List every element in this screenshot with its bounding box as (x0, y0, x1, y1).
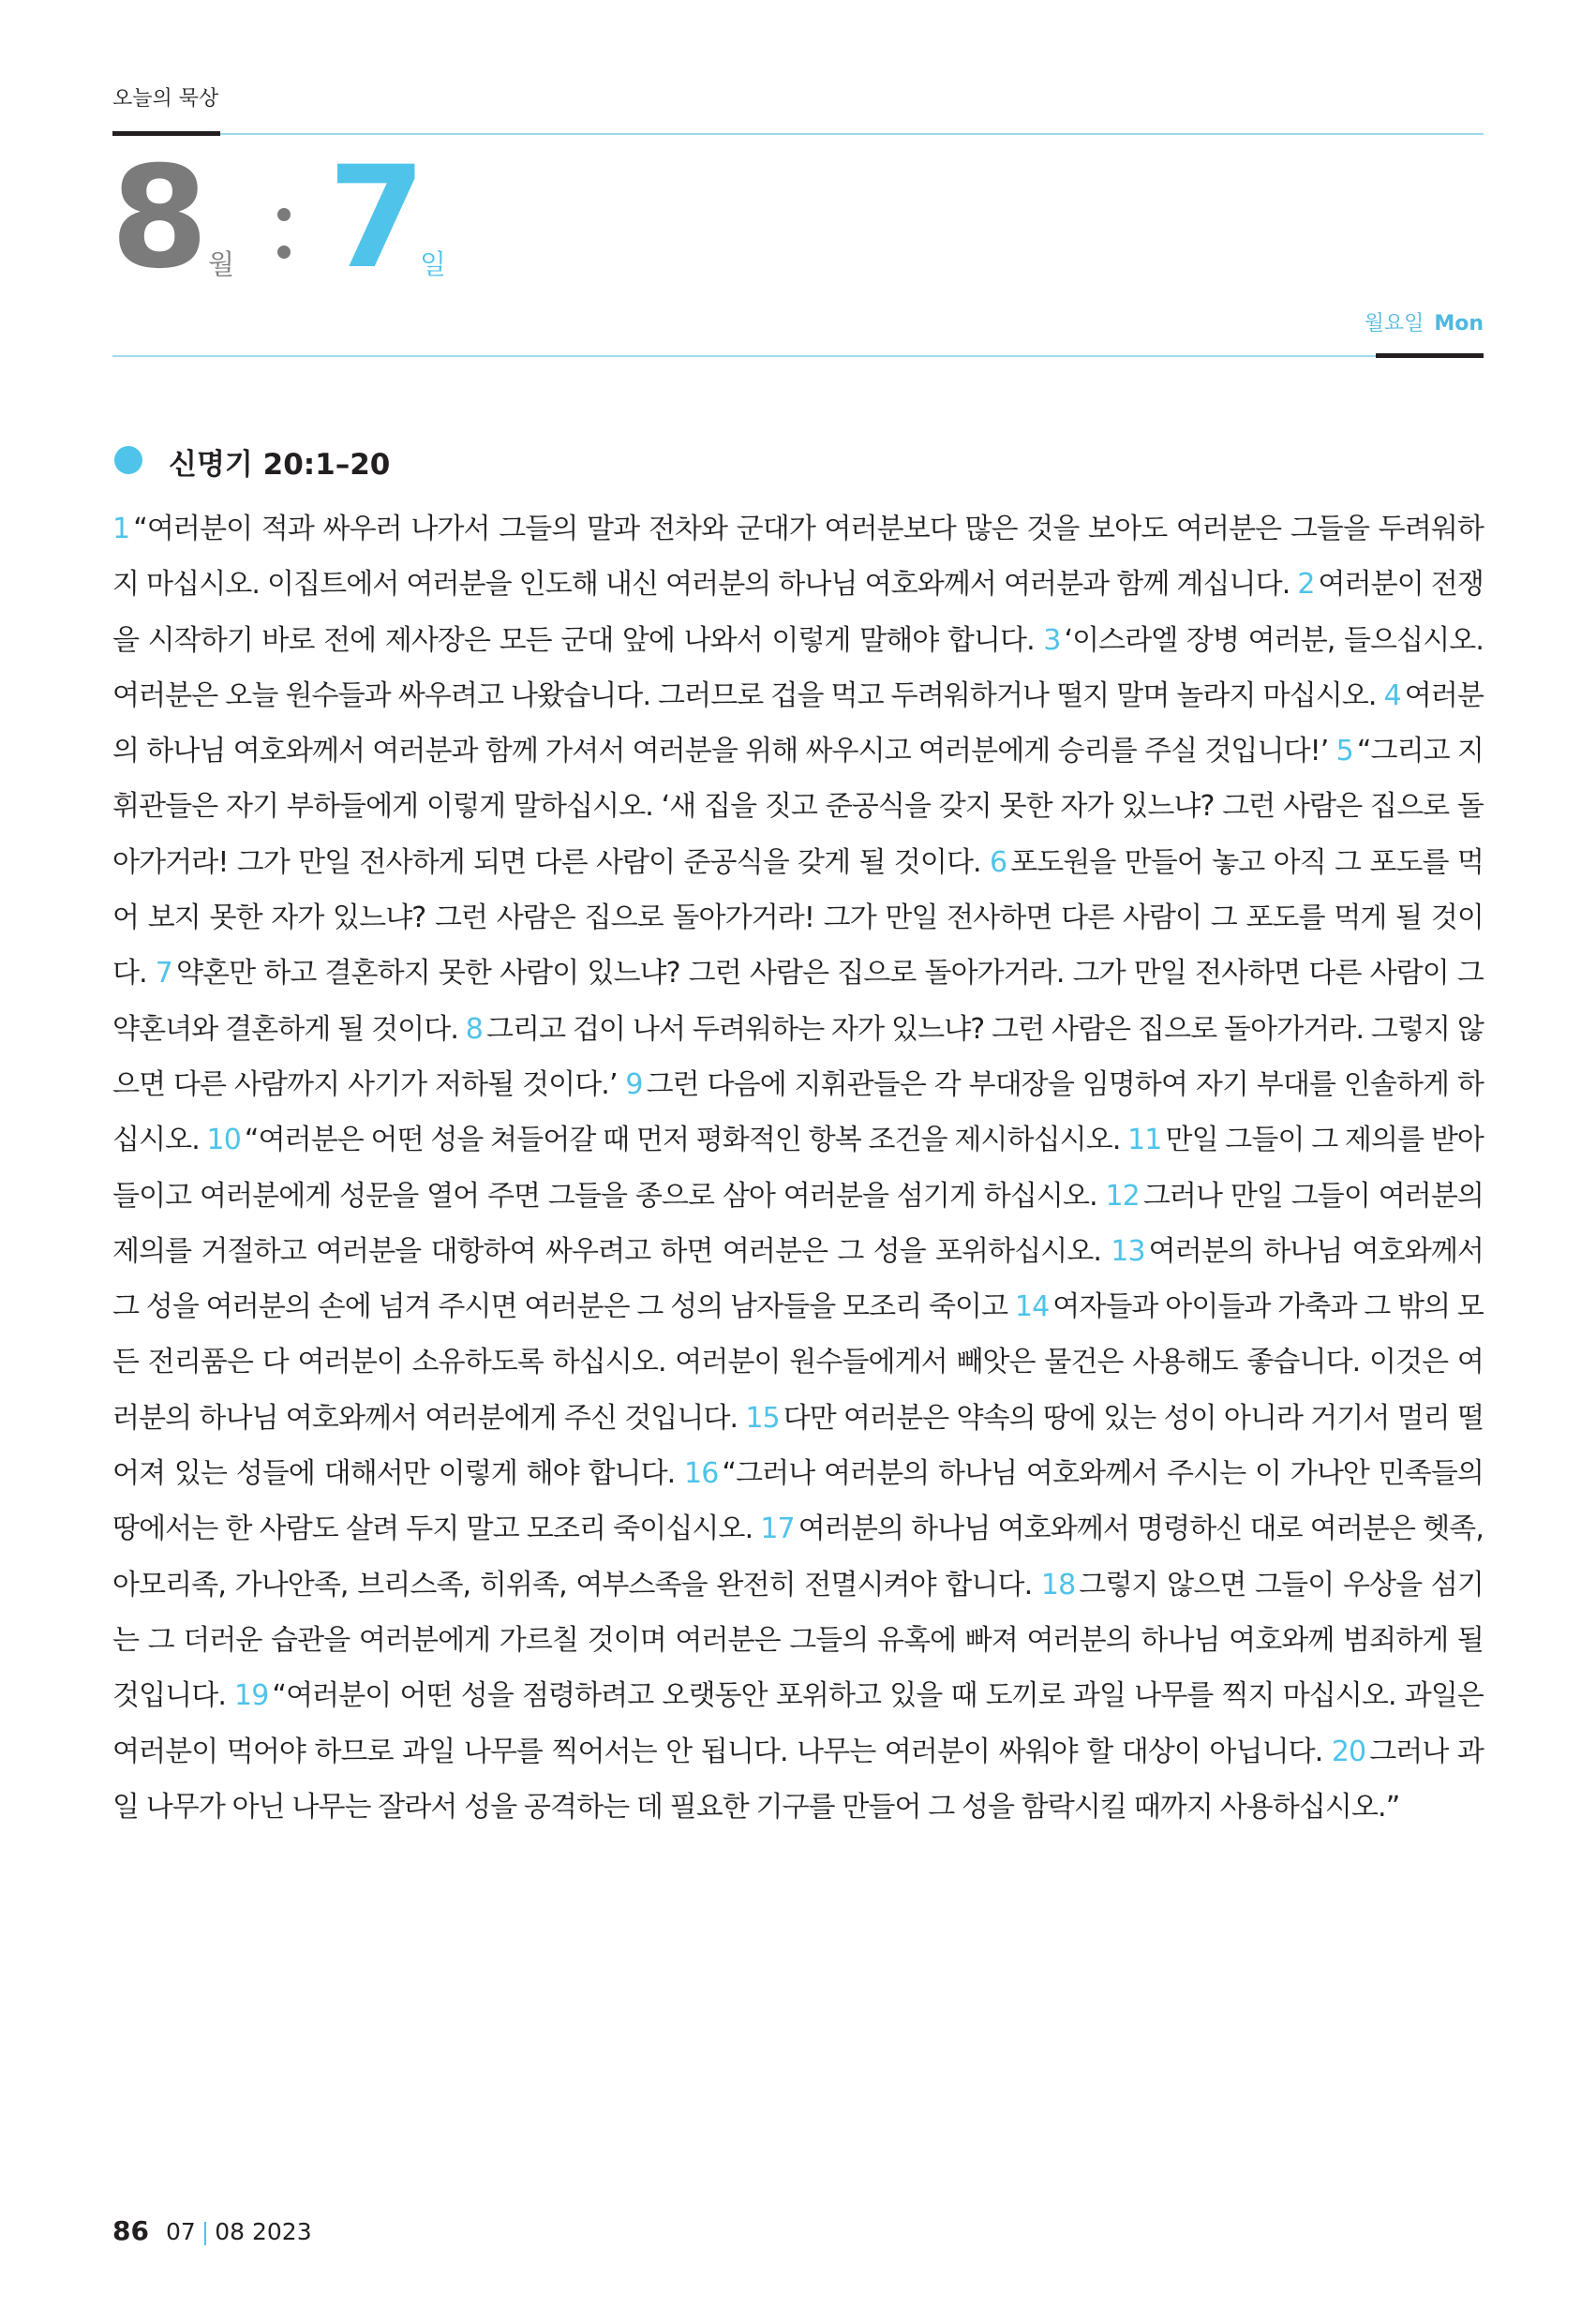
header-divider (112, 355, 1484, 357)
verse-text: 여러분이 전쟁을 시작하기 바로 전에 제사장은 모든 군대 앞에 나와서 이렇게 말해야 합니다. (112, 568, 1484, 657)
verse-text: 만일 그들이 그 제의를 받아들이고 여러분에게 성문을 열어 주면 그들을 종으로 삼아 여러분을 섬기게 하십시오. (112, 1124, 1484, 1213)
top-divider-accent (112, 131, 220, 136)
verse-number: 11 (1127, 1124, 1162, 1157)
verse-text: 그리고 겁이 나서 두려워하는 자가 있느냐? 그런 사람은 집으로 돌아가거라. 그렇지 않으면 다른 사람까지 사기가 저하될 것이다.’ (112, 1012, 1484, 1101)
weekday-english: Mon (1434, 312, 1484, 335)
verse-number: 12 (1105, 1179, 1140, 1213)
verse-number: 7 (155, 957, 172, 991)
verse-text: 약혼만 하고 결혼하지 못한 사람이 있느냐? 그런 사람은 집으로 돌아가거라. 그가 만일 전사하면 다른 사람이 그 약혼녀와 결혼하게 될 것이다. (112, 957, 1484, 1046)
verse-number: 1 (112, 513, 130, 545)
verse-number: 10 (206, 1124, 241, 1157)
verse-number: 16 (684, 1457, 719, 1491)
date-colon-dot-top (277, 208, 291, 221)
verse-number: 14 (1014, 1290, 1050, 1324)
verse-number: 3 (1043, 623, 1061, 657)
verse-text: 여러분의 하나님 여호와께서 여러분과 함께 가셔서 여러분을 위해 싸우시고 여러분에게 승리를 주실 것입니다!’ (112, 678, 1484, 768)
verse-text: 포도원을 만들어 놓고 아직 그 포도를 먹어 보지 못한 자가 있느냐? 그런 사람은 집으로 돌아가거라! 그가 만일 전사하면 다른 사람이 그 포도를 먹게 될 것이다. (112, 845, 1484, 991)
verse-text: 여러분의 하나님 여호와께서 그 성을 여러분의 손에 넘겨 주시면 여러분은 그 성의 남자들을 모조리 죽이고 (112, 1234, 1484, 1324)
header-divider-accent (1376, 353, 1484, 358)
issue-date: 08 2023 (215, 2218, 312, 2245)
verse-number: 4 (1383, 678, 1401, 712)
verse-text: “그러나 여러분의 하나님 여호와께서 주시는 이 가나안 민족들의 땅에서는 한 사람도 살려 두지 말고 모조리 죽이십시오. (112, 1457, 1484, 1546)
verse-text: 그러나 만일 그들이 여러분의 제의를 거절하고 여러분을 대항하여 싸우려고 하면 여러분은 그 성을 포위하십시오. (112, 1179, 1484, 1268)
verse-text: 그러나 과일 나무가 아닌 나무는 잘라서 성을 공격하는 데 필요한 기구를 만들어 그 성을 함락시킬 때까지 사용하십시오.” (112, 1735, 1484, 1824)
verse-text: 여자들과 아이들과 가축과 그 밖의 모든 전리품은 다 여러분이 소유하도록 하십시오. 여러분이 원수들에게서 빼앗은 물건은 사용해도 좋습니다. 이것은 여러분의 하나님 여호와께서 여러분에게 주신 것입니다. (112, 1290, 1484, 1435)
verse-text: 여러분의 하나님 여호와께서 명령하신 대로 여러분은 헷족, 아모리족, 가나안족, 브리스족, 히위족, 여부스족을 완전히 전멸시켜야 합니다. (112, 1512, 1484, 1601)
month-number: 8 (111, 137, 205, 300)
verse-number: 15 (745, 1401, 780, 1435)
verse-number: 9 (625, 1067, 643, 1101)
verse-number: 5 (1335, 735, 1353, 768)
verse-text: ‘이스라엘 장병 여러분, 들으십시오. 여러분은 오늘 원수들과 싸우려고 나왔습니다. 그러므로 겁을 먹고 두려워하거나 떨지 말며 놀라지 마십시오. (112, 623, 1484, 712)
weekday-korean: 월요일 (1364, 312, 1424, 335)
verse-number: 18 (1040, 1568, 1076, 1601)
verse-number: 8 (465, 1012, 483, 1046)
page-footer (112, 2215, 312, 2246)
scripture-text (112, 501, 1484, 1835)
issue-separator: | (201, 2218, 210, 2245)
verse-number: 6 (989, 845, 1007, 879)
day-unit: 일 (420, 248, 447, 280)
verse-text: 다만 여러분은 약속의 땅에 있는 성이 아니라 거기서 멀리 떨어져 있는 성들에 대해서만 이렇게 해야 합니다. (112, 1401, 1484, 1491)
passage-reference: 신명기 20:1–20 (169, 448, 391, 482)
verse-text: “여러분이 어떤 성을 점령하려고 오랫동안 포위하고 있을 때 도끼로 과일 나무를 찍지 마십시오. 과일은 여러분이 먹어야 하므로 과일 나무를 찍어서는 안 됩니다. 나무는 여러분이 싸워야 할 대상이 아닙니다. (112, 1679, 1484, 1768)
verse-text: 그렇지 않으면 그들이 우상을 섬기는 그 더러운 습관을 여러분에게 가르칠 것이며 여러분은 그들의 유혹에 빠져 여러분의 하나님 여호와께 범죄하게 될 것입니다. (112, 1568, 1484, 1713)
day-number: 7 (328, 137, 423, 300)
verse-number: 13 (1111, 1234, 1145, 1268)
verse-text: “여러분이 적과 싸우러 나가서 그들의 말과 전차와 군대가 여러분보다 많은 것을 보아도 여러분은 그들을 두려워하지 마십시오. 이집트에서 여러분을 인도해 내신 여러분의 하나님 여호와께서 여러분과 함께 계십니다. (112, 513, 1484, 602)
verse-text: “그리고 지휘관들은 자기 부하들에게 이렇게 말하십시오. ‘새 집을 짓고 준공식을 갖지 못한 자가 있느냐? 그런 사람은 집으로 돌아가거라! 그가 만일 전사하게 되면 다른 사람이 준공식을 갖게 될 것이다. (112, 735, 1484, 879)
verse-text: “여러분은 어떤 성을 쳐들어갈 때 먼저 평화적인 항복 조건을 제시하십시오. (244, 1124, 1121, 1157)
issue-months: 07 (165, 2218, 196, 2245)
verse-text: 그런 다음에 지휘관들은 각 부대장을 임명하여 자기 부대를 인솔하게 하십시오. (112, 1067, 1484, 1157)
passage-bullet-icon (114, 446, 142, 474)
verse-number: 19 (234, 1679, 269, 1713)
section-label: 오늘의 묵상 (112, 87, 219, 111)
verse-number: 20 (1331, 1735, 1366, 1768)
verse-number: 2 (1297, 568, 1315, 602)
verse-number: 17 (760, 1512, 795, 1546)
date-colon-dot-bottom (277, 246, 291, 259)
weekday (1365, 307, 1484, 336)
page-number: 86 (112, 2215, 149, 2246)
month-unit: 월 (208, 248, 235, 280)
top-divider (112, 133, 1484, 135)
